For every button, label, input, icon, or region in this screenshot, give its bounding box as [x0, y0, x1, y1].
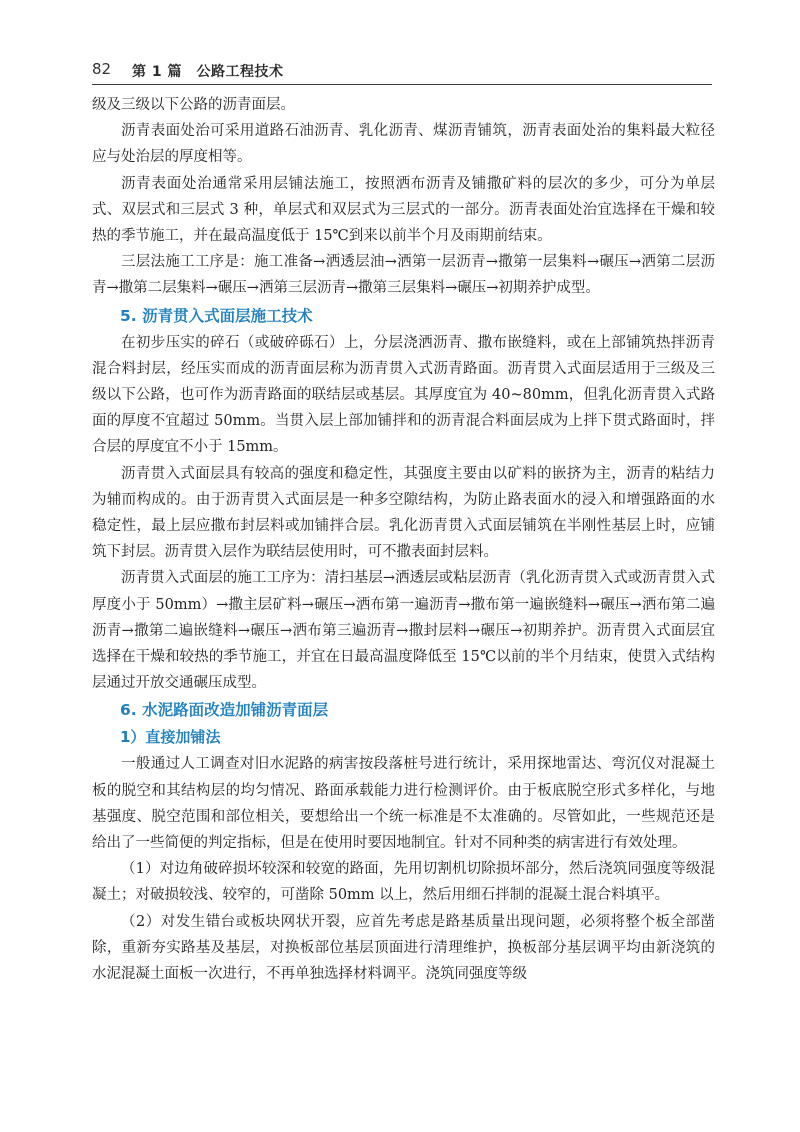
paragraph: 三层法施工工序是：施工准备→洒透层油→洒第一层沥青→撒第一层集料→碾压→洒第二层沥青→撒第二层集料→碾压→洒第三层沥青→撒第三层集料→碾压→初期养护成型。 [92, 254, 715, 297]
subsection-heading: 1）直接加铺法 [120, 728, 221, 747]
paragraph: （1）对边角破碎损坏较深和较宽的路面，先用切割机切除损坏部分，然后浇筑同强度等级混凝土；对破损较浅、较窄的，可凿除 50mm 以上，然后用细石拌制的混凝土混合料填平。 [92, 861, 715, 904]
paragraph-continuation: 级及三级以下公路的沥青面层。 [92, 97, 295, 113]
paragraph: 沥青表面处治通常采用层铺法施工，按照洒布沥青及铺撒矿料的层次的多少，可分为单层式、双层式和三层式 3 种，单层式和双层式为三层式的一部分。沥青表面处治宜选择在干燥和较热的季节施工，并在最高温度低于 15℃到来以前半个月及雨期前结束。 [92, 175, 715, 245]
chapter-title: 第 1 篇 公路工程技术 [132, 64, 284, 80]
section-heading-6: 6. 水泥路面改造加铺沥青面层 [120, 701, 329, 720]
header-divider [92, 84, 712, 85]
paragraph: （2）对发生错台或板块网状开裂，应首先考虑是路基质量出现问题，必须将整个板全部凿除，重新夯实路基及基层，对换板部位基层顶面进行清理维护，换板部分基层调平均由新浇筑的水泥混凝土面板一次进行，不再单独选择材料调平。浇筑同强度等级 [92, 913, 715, 983]
paragraph: 在初步压实的碎石（或破碎砾石）上，分层浇洒沥青、撒布嵌缝料，或在上部铺筑热拌沥青混合料封层，经压实而成的沥青面层称为沥青贯入式沥青路面。沥青贯入式面层适用于三级及三级以下公路，也可作为沥青路面的联结层或基层。其厚度宜为 40~80mm，但乳化沥青贯入式路面的厚度不宜超过 50mm。当贯入层上部加铺拌和的沥青混合料面层成为上拌下贯式路面时，拌合层的厚度宜不小于 15mm。 [92, 334, 715, 456]
page-header [92, 58, 712, 84]
paragraph: 沥青表面处治可采用道路石油沥青、乳化沥青、煤沥青铺筑，沥青表面处治的集料最大粒径应与处治层的厚度相等。 [92, 123, 715, 166]
page-number: 82 [92, 60, 112, 78]
paragraph: 沥青贯入式面层具有较高的强度和稳定性，其强度主要由以矿料的嵌挤为主，沥青的粘结力为辅而构成的。由于沥青贯入式面层是一种多空隙结构，为防止路表面水的浸入和增强路面的水稳定性，最上层应撒布封层料或加铺拌合层。乳化沥青贯入式面层铺筑在半刚性基层上时，应铺筑下封层。沥青贯入层作为联结层使用时，可不撒表面封层料。 [92, 465, 715, 561]
paragraph: 一般通过人工调查对旧水泥路的病害按段落桩号进行统计，采用探地雷达、弯沉仪对混凝土板的脱空和其结构层的均匀情况、路面承载能力进行检测评价。由于板底脱空形式多样化，与地基强度、脱空范围和部位相关，要想给出一个统一标准是不太准确的。尽管如此，一些规范还是给出了一些简便的判定指标，但是在使用时要因地制宜。针对不同种类的病害进行有效处理。 [92, 756, 715, 852]
paragraph: 沥青贯入式面层的施工工序为：清扫基层→洒透层或粘层沥青（乳化沥青贯入式或沥青贯入式厚度小于 50mm）→撒主层矿料→碾压→洒布第一遍沥青→撒布第一遍嵌缝料→碾压→洒布第二遍沥青→撒第二遍嵌缝料→碾压→洒布第三遍沥青→撒封层料→碾压→初期养护。沥青贯入式面层宜选择在干燥和较热的季节施工，并宜在日最高温度降低至 15℃以前的半个月结束，使贯入式结构层通过开放交通碾压成型。 [92, 570, 715, 692]
section-heading-5: 5. 沥青贯入式面层施工技术 [120, 306, 313, 325]
page-body [92, 92, 715, 987]
